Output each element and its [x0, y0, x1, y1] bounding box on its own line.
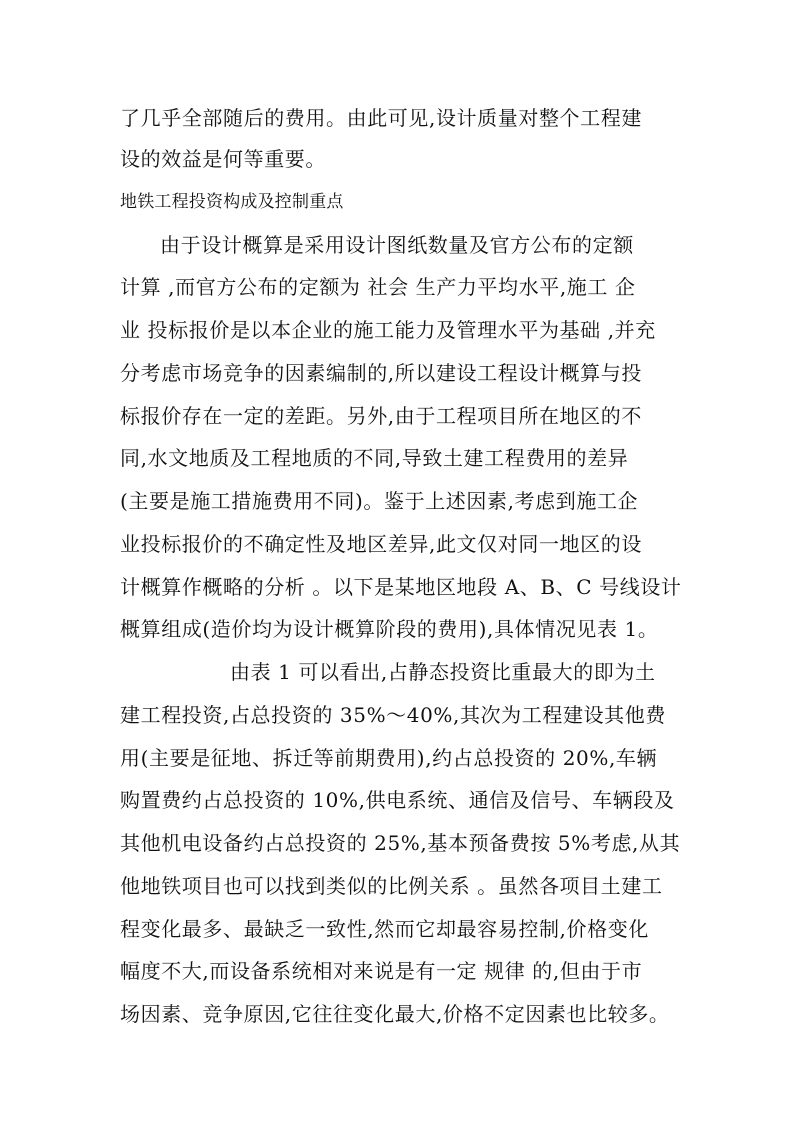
- paragraph-1-line-4: 分考虑市场竞争的因素编制的,所以建设工程设计概算与投: [120, 361, 642, 385]
- paragraph-2-line-5: 其他机电设备约占总投资的 25%,基本预备费按 5%考虑,从其: [120, 831, 681, 855]
- paragraph-1-line-9: 计概算作概略的分析 。以下是某地区地段 A、B、C 号线设计: [120, 575, 682, 599]
- paragraph-2-line-3: 用(主要是征地、拆迁等前期费用),约占总投资的 20%,车辆: [120, 746, 658, 770]
- paragraph-2-line-6: 他地铁项目也可以找到类似的比例关系 。虽然各项目土建工: [120, 874, 663, 898]
- paragraph-2-line-1: 由表 1 可以看出,占静态投资比重最大的即为土: [230, 660, 656, 684]
- paragraph-1-line-10: 概算组成(造价均为设计概算阶段的费用),具体情况见表 1。: [120, 617, 659, 641]
- paragraph-1-line-7: (主要是施工措施费用不同)。鉴于上述因素,考虑到施工企: [120, 489, 639, 513]
- paragraph-1-line-2: 计算 ,而官方公布的定额为 社会 生产力平均水平,施工 企: [120, 275, 636, 299]
- text-line-2: 设的效益是何等重要。: [120, 147, 326, 171]
- paragraph-1-line-8: 业投标报价的不确定性及地区差异,此文仅对同一地区的设: [120, 532, 642, 556]
- paragraph-2-line-2: 建工程投资,占总投资的 35%～40%,其次为工程建设其他费: [120, 703, 666, 727]
- paragraph-1-line-1: 由于设计概算是采用设计图纸数量及官方公布的定额: [160, 233, 634, 257]
- text-line-1: 了几乎全部随后的费用。由此可见,设计质量对整个工程建: [120, 106, 642, 130]
- paragraph-2-line-8: 幅度不大,而设备系统相对来说是有一定 规律 的,但由于市: [120, 959, 643, 983]
- paragraph-2-line-7: 程变化最多、最缺乏一致性,然而它却最容易控制,价格变化: [120, 917, 649, 941]
- paragraph-2-line-9: 场因素、竞争原因,它往往变化最大,价格不定因素也比较多。: [120, 1002, 670, 1026]
- paragraph-2-line-4: 购置费约占总投资的 10%,供电系统、通信及信号、车辆段及: [120, 788, 675, 812]
- paragraph-1-line-6: 同,水文地质及工程地质的不同,导致土建工程费用的差异: [120, 446, 629, 470]
- paragraph-1-line-3: 业 投标报价是以本企业的施工能力及管理水平为基础 ,并充: [120, 318, 656, 342]
- paragraph-1-line-5: 标报价存在一定的差距。另外,由于工程项目所在地区的不: [120, 404, 642, 428]
- section-heading: 地铁工程投资构成及控制重点: [120, 192, 344, 212]
